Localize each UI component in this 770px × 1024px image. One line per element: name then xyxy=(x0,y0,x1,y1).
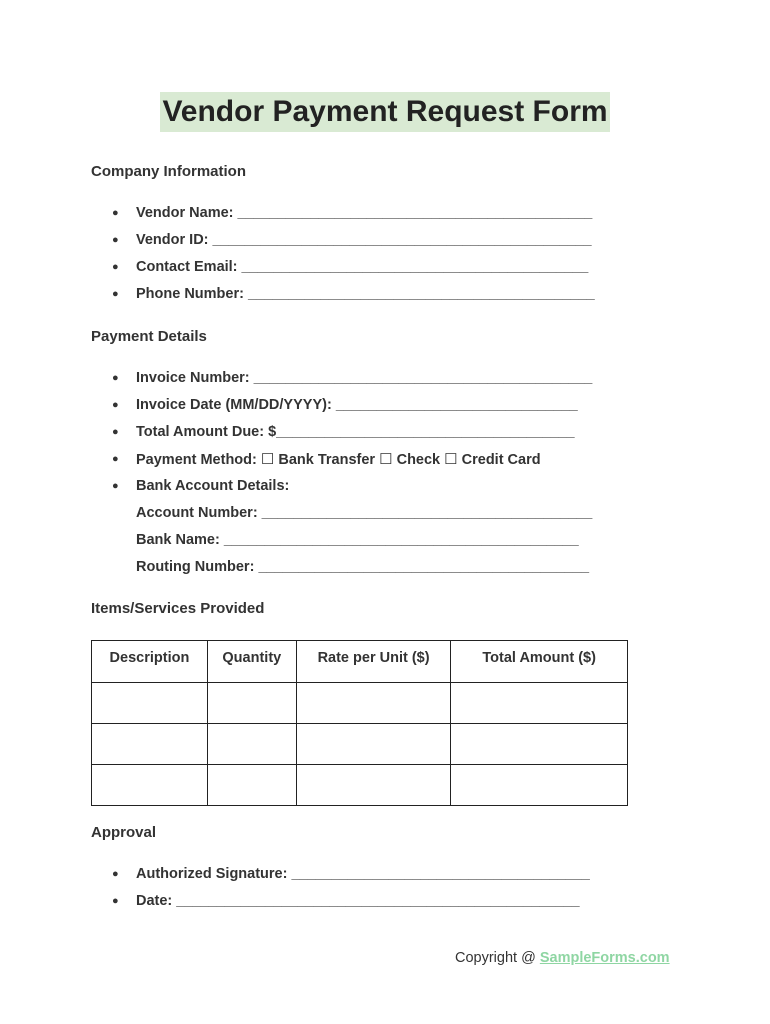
bullet-icon: ● xyxy=(112,480,119,492)
section-heading-approval: Approval xyxy=(91,824,157,841)
option-label: Bank Transfer xyxy=(278,452,376,468)
blank-line: _______________________________________________ xyxy=(212,232,592,248)
checkbox-icon[interactable]: ☐ xyxy=(379,451,393,468)
field-label: Total Amount Due: $ xyxy=(136,424,277,440)
column-header-quantity: Quantity xyxy=(207,641,296,683)
blank-line: ____________________________________________ xyxy=(237,205,593,221)
field-label: Bank Name: xyxy=(136,532,224,548)
field-invoice-date[interactable] xyxy=(112,392,632,419)
blank-line: _________________________________________ xyxy=(261,505,593,521)
table-cell[interactable] xyxy=(92,765,208,806)
field-label: Vendor ID: xyxy=(136,232,213,248)
brand-link[interactable]: SampleForms.com xyxy=(539,950,670,966)
approval-fields-list xyxy=(112,861,632,915)
table-cell[interactable] xyxy=(92,683,208,724)
field-vendor-name[interactable] xyxy=(112,200,632,227)
table-cell[interactable] xyxy=(451,724,628,765)
table-cell[interactable] xyxy=(207,724,296,765)
field-label: Invoice Date (MM/DD/YYYY): xyxy=(136,397,336,413)
table-cell[interactable] xyxy=(207,683,296,724)
section-heading-payment: Payment Details xyxy=(91,328,207,345)
payment-fields-list xyxy=(112,365,632,581)
blank-line: __________________________________________________ xyxy=(176,893,580,909)
option-label: Credit Card xyxy=(461,452,541,468)
bullet-icon: ● xyxy=(112,207,119,219)
column-header-rate: Rate per Unit ($) xyxy=(296,641,451,683)
table-cell[interactable] xyxy=(92,724,208,765)
column-header-description: Description xyxy=(92,641,208,683)
blank-line: __________________________________________ xyxy=(253,370,593,386)
copyright-prefix: Copyright @ xyxy=(455,950,540,966)
items-table xyxy=(91,640,628,806)
field-bank-account-details xyxy=(112,473,632,500)
field-bank-name[interactable] xyxy=(112,527,632,554)
field-total-amount-due[interactable] xyxy=(112,419,632,446)
bullet-icon: ● xyxy=(112,426,119,438)
blank-line: _________________________________________ xyxy=(258,559,590,575)
field-routing-number[interactable] xyxy=(112,554,632,581)
table-cell[interactable] xyxy=(296,765,451,806)
field-phone-number[interactable] xyxy=(112,281,632,308)
field-account-number[interactable] xyxy=(112,500,632,527)
field-approval-date[interactable] xyxy=(112,888,632,915)
option-bank-transfer[interactable] xyxy=(261,452,375,468)
table-row xyxy=(92,765,628,806)
column-header-total: Total Amount ($) xyxy=(451,641,628,683)
table-cell[interactable] xyxy=(296,683,451,724)
table-cell[interactable] xyxy=(451,765,628,806)
bullet-icon: ● xyxy=(112,895,119,907)
company-fields-list xyxy=(112,200,632,308)
field-payment-method xyxy=(112,446,632,473)
blank-line: _____________________________________ xyxy=(291,866,590,882)
blank-line: ___________________________________________ xyxy=(247,286,595,302)
page-title: Vendor Payment Request Form xyxy=(160,92,609,132)
bullet-icon: ● xyxy=(112,372,119,384)
field-label: Contact Email: xyxy=(136,259,242,275)
blank-line: ____________________________________________ xyxy=(223,532,579,548)
bullet-icon: ● xyxy=(112,399,119,411)
field-invoice-number[interactable] xyxy=(112,365,632,392)
option-check[interactable] xyxy=(379,452,440,468)
table-header-row xyxy=(92,641,628,683)
table-cell[interactable] xyxy=(451,683,628,724)
blank-line: ______________________________ xyxy=(335,397,578,413)
field-label: Date: xyxy=(136,893,177,909)
field-label: Phone Number: xyxy=(136,286,248,302)
blank-line: _____________________________________ xyxy=(276,424,575,440)
field-label: Bank Account Details: xyxy=(136,478,290,494)
field-label: Payment Method: xyxy=(136,452,261,468)
checkbox-icon[interactable]: ☐ xyxy=(444,451,458,468)
table-row xyxy=(92,724,628,765)
field-contact-email[interactable] xyxy=(112,254,632,281)
field-label: Routing Number: xyxy=(136,559,259,575)
field-vendor-id[interactable] xyxy=(112,227,632,254)
option-credit-card[interactable] xyxy=(444,452,540,468)
field-authorized-signature[interactable] xyxy=(112,861,632,888)
field-label: Account Number: xyxy=(136,505,262,521)
option-label: Check xyxy=(396,452,441,468)
field-label: Authorized Signature: xyxy=(136,866,292,882)
title-wrapper xyxy=(0,92,770,132)
bullet-icon: ● xyxy=(112,288,119,300)
table-cell[interactable] xyxy=(207,765,296,806)
checkbox-icon[interactable]: ☐ xyxy=(260,451,275,468)
table-row xyxy=(92,683,628,724)
bullet-icon: ● xyxy=(112,261,119,273)
bullet-icon: ● xyxy=(112,868,119,880)
section-heading-company: Company Information xyxy=(91,163,247,180)
copyright-notice xyxy=(455,950,670,966)
field-label: Vendor Name: xyxy=(136,205,238,221)
bullet-icon: ● xyxy=(112,453,119,465)
bullet-icon: ● xyxy=(112,234,119,246)
table-cell[interactable] xyxy=(296,724,451,765)
blank-line: ___________________________________________ xyxy=(241,259,589,275)
field-label: Invoice Number: xyxy=(136,370,254,386)
section-heading-items: Items/Services Provided xyxy=(91,600,265,617)
